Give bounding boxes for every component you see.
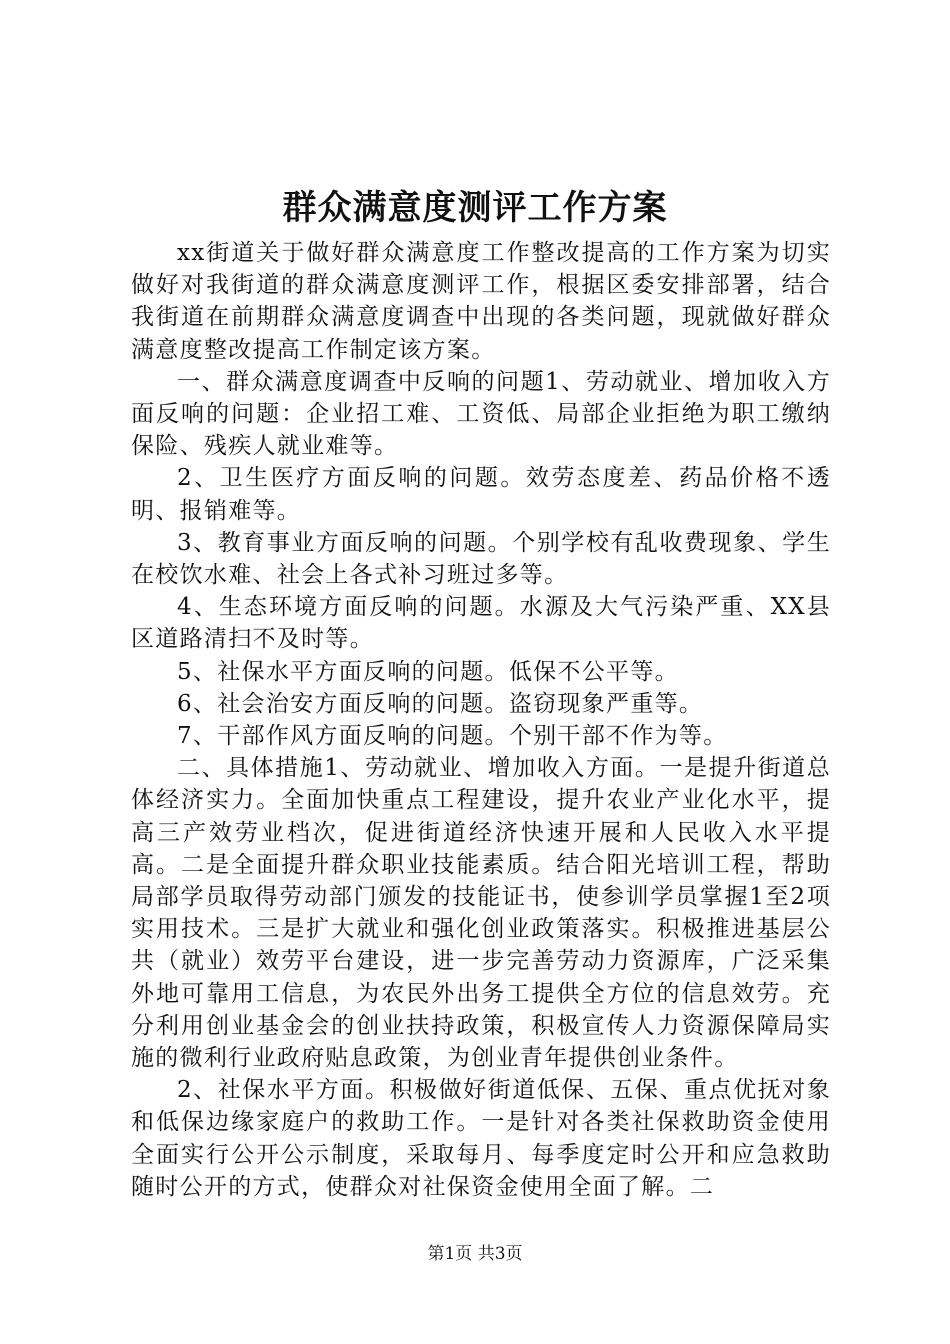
paragraph: 6、社会治安方面反响的问题。盗窃现象严重等。 <box>177 690 704 717</box>
document-body <box>131 237 831 1203</box>
paragraph: 2、卫生医疗方面反响的问题。效劳态度差、药品价格不透明、报销难等。 <box>131 465 831 524</box>
document-title: 群众满意度测评工作方案 <box>282 188 668 228</box>
paragraph: 7、干部作风方面反响的问题。个别干部不作为等。 <box>177 723 728 750</box>
paragraph: xx街道关于做好群众满意度工作整改提高的工作方案为切实做好对我街道的群众满意度测评工作，根据区委安排部署，结合我街道在前期群众满意度调查中出现的各类问题，现就做好群众满意度整改提高工作制定该方案。 <box>131 240 831 363</box>
paragraph: 一、群众满意度调查中反响的问题1、劳动就业、增加收入方面反响的问题：企业招工难、工资低、局部企业拒绝为职工缴纳保险、残疾人就业难等。 <box>131 368 831 460</box>
paragraph: 2、社保水平方面。积极做好街道低保、五保、重点优抚对象和低保边缘家庭户的救助工作。一是针对各类社保救助资金使用全面实行公开公示制度，采取每月、每季度定时公开和应急救助随时公开的方式，使群众对社保资金使用全面了解。二 <box>131 1077 831 1200</box>
paragraph: 4、生态环境方面反响的问题。水源及大气污染严重、XX县区道路清扫不及时等。 <box>131 594 831 653</box>
paragraph: 5、社保水平方面反响的问题。低保不公平等。 <box>177 658 679 685</box>
page-number-footer: 第1页 共3页 <box>427 1244 523 1264</box>
paragraph: 3、教育事业方面反响的问题。个别学校有乱收费现象、学生在校饮水难、社会上各式补习班过多等。 <box>131 529 831 589</box>
paragraph: 二、具体措施1、劳动就业、增加收入方面。一是提升街道总体经济实力。全面加快重点工程建设，提升农业产业化水平，提高三产效劳业档次，促进街道经济快速开展和人民收入水平提高。二是全面提升群众职业技能素质。结合阳光培训工程，帮助局部学员取得劳动部门颁发的技能证书，使参训学员掌握1至2项实用技术。三是扩大就业和强化创业政策落实。积极推进基层公共（就业）效劳平台建设，进一步完善劳动力资源库，广泛采集外地可靠用工信息，为农民外出务工提供全方位的信息效劳。充分利用创业基金会的创业扶持政策，积极宣传人力资源保障局实施的微利行业政府贴息政策，为创业青年提供创业条件。 <box>131 755 831 1072</box>
